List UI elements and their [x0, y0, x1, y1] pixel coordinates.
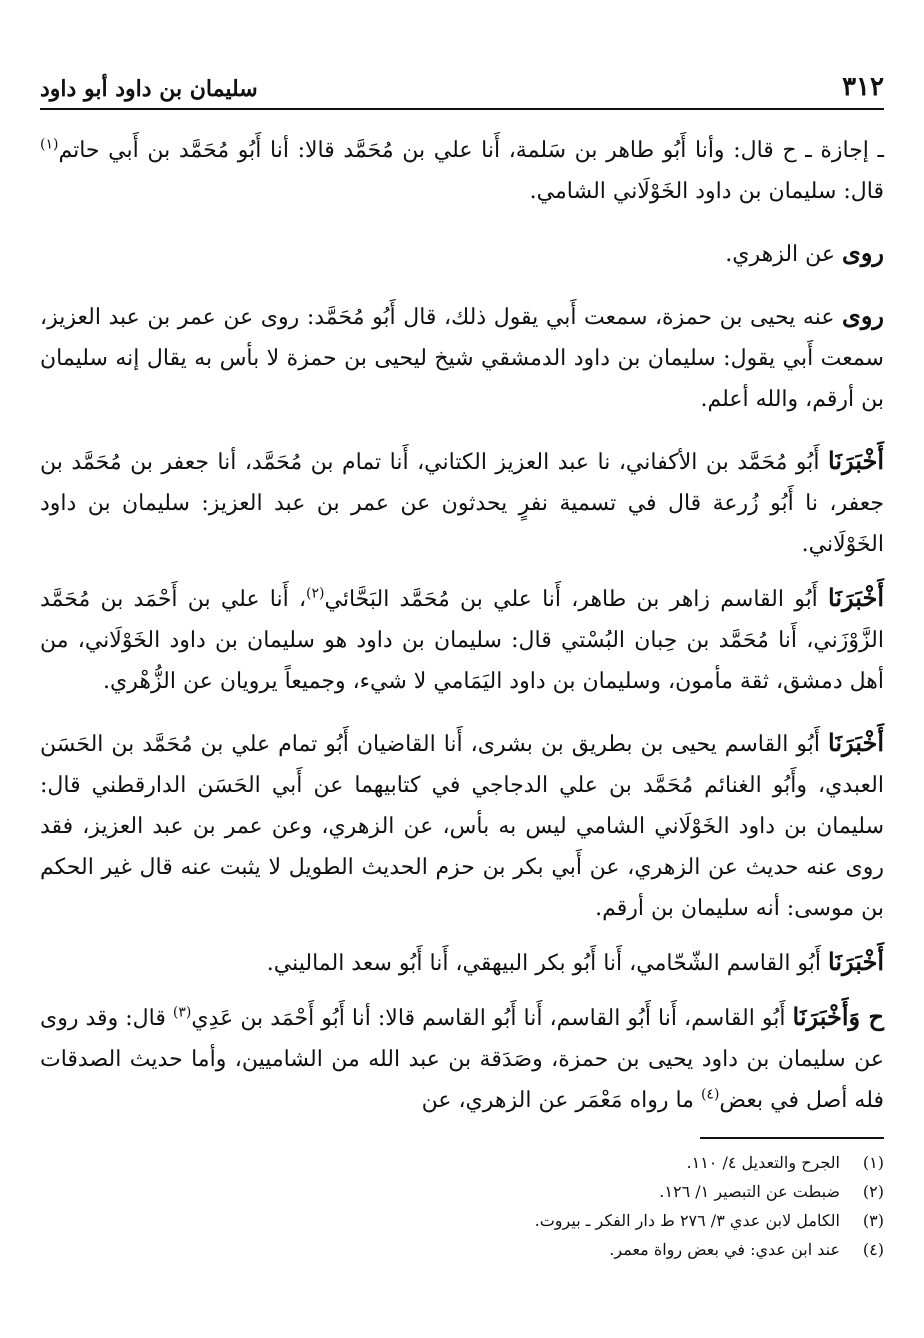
footnote-item [40, 1235, 884, 1264]
paragraph-text: أَبُو القاسم، أَنا أَبُو القاسم، أَنا أَبُو القاسم قالا: أنا أَبُو أَحْمَد بن عَدِي [191, 1006, 793, 1031]
keyword: روى [842, 238, 884, 267]
footnote-item [40, 1206, 884, 1235]
paragraph-1 [40, 130, 884, 212]
keyword: أَخْبَرَنَا [828, 728, 884, 757]
keyword: أَخْبَرَنَا [828, 947, 884, 976]
paragraph-text: أَبُو القاسم يحيى بن بطريق بن بشرى، أَنا القاضيان أَبُو تمام علي بن مُحَمَّد بن الحَسَن العبدي، وأَبُو الغنائم مُحَمَّد بن علي الدجاجي في كتابيهما عن أَبي الحَسَن الدارقطني قال: سليمان بن داود الخَوْلَاني الشامي ليس به بأس، عن الزهري، وعن عمر بن عبد العزيز، فقد روى عنه حديث عن الزهري، عن أَبي بكر بن حزم الحديث الطويل لا يثبت عنه قال غير الحكم بن موسى: أنه سليمان بن أرقم. [40, 732, 885, 921]
paragraph-8 [40, 996, 884, 1121]
page-number: ٣١٢ [842, 72, 884, 102]
paragraph-7 [40, 941, 884, 984]
keyword: ح وَأَخْبَرَنَا [792, 1002, 884, 1031]
footnotes [40, 1148, 884, 1264]
keyword: أَخْبَرَنَا [828, 583, 884, 612]
paragraph-3 [40, 295, 884, 420]
paragraph-5 [40, 577, 884, 702]
footnote-ref-1: (١) [40, 136, 59, 153]
paragraph-text: ما رواه مَعْمَر عن الزهري، عن [421, 1088, 701, 1113]
paragraph-text: عنه يحيى بن حمزة، سمعت أَبي يقول ذلك، قال أَبُو مُحَمَّد: روى عن عمر بن عبد العزيز، سمعت أَبي يقول: سليمان بن داود الدمشقي شيخ ليحيى بن حمزة لا بأس به يقال إنه سليمان بن أرقم، والله أعلم. [40, 305, 884, 412]
paragraph-text: قال: وقد روى عن سليمان بن داود يحيى بن حمزة، وصَدَقة بن عبد الله من الشاميين، وأما حديث الصدقات فله أصل في بعض [40, 1006, 884, 1113]
paragraph-4 [40, 440, 884, 565]
paragraph-text: ، أَنا علي بن أَحْمَد بن مُحَمَّد الزَّوْزَني، أَنا مُحَمَّد بن حِبان البُسْتي قال: سليمان بن داود هو سليمان بن داود الخَوْلَاني، من أهل دمشق، ثقة مأمون، وسليمان بن داود اليَمَامي لا شيء، وجميعاً يرويان عن الزُّهْري. [40, 587, 884, 694]
main-text [40, 130, 884, 1141]
footnote-divider [700, 1137, 884, 1139]
footnote-text: الجرح والتعديل ٤/ ١١٠. [686, 1153, 840, 1172]
keyword: أَخْبَرَنَا [828, 446, 884, 475]
paragraph-text: ـ إجازة ـ ح قال: وأنا أَبُو طاهر بن سَلمة، أَنا علي بن مُحَمَّد قالا: أنا أَبُو مُحَمَّد بن أَبي حاتم [58, 138, 884, 163]
footnote-number: (٤) [862, 1240, 884, 1259]
footnote-number: (٢) [862, 1182, 884, 1201]
footnote-number: (٣) [862, 1211, 884, 1230]
footnote-ref-4: (٤) [700, 1086, 720, 1103]
footnote-item [40, 1177, 884, 1206]
paragraph-text: عن الزهري. [725, 242, 843, 267]
paragraph-text: أَبُو القاسم زاهر بن طاهر، أَنا علي بن مُحَمَّد البَحَّائي [324, 587, 829, 612]
footnote-text: ضبطت عن التبصير ١/ ١٢٦. [659, 1182, 840, 1201]
footnote-item [40, 1148, 884, 1177]
keyword: روى [842, 301, 884, 330]
paragraph-text: قال: سليمان بن داود الخَوْلَاني الشامي. [529, 179, 884, 204]
footnote-ref-2: (٢) [306, 585, 325, 602]
paragraph-6 [40, 722, 884, 929]
footnote-text: الكامل لابن عدي ٣/ ٢٧٦ ط دار الفكر ـ بيروت. [534, 1211, 840, 1230]
paragraph-text: أَبُو القاسم الشّحّامي، أَنا أَبُو بكر البيهقي، أَنا أَبُو سعد الماليني. [266, 951, 829, 976]
running-head [40, 62, 884, 110]
footnote-text: عند ابن عدي: في بعض رواة معمر. [609, 1240, 840, 1259]
paragraph-2 [40, 232, 884, 275]
footnote-number: (١) [862, 1153, 884, 1172]
footnote-ref-3: (٣) [172, 1004, 192, 1021]
header-title: سليمان بن داود أبو داود [40, 76, 258, 102]
paragraph-text: أَبُو مُحَمَّد بن الأكفاني، نا عبد العزيز الكتاني، أَنا تمام بن مُحَمَّد، أنا جعفر بن مُحَمَّد بن جعفر، نا أَبُو زُرعة قال في تسمية نفرٍ يحدثون عن عمر بن عبد العزيز: سليمان بن داود الخَوْلَاني. [40, 450, 884, 557]
